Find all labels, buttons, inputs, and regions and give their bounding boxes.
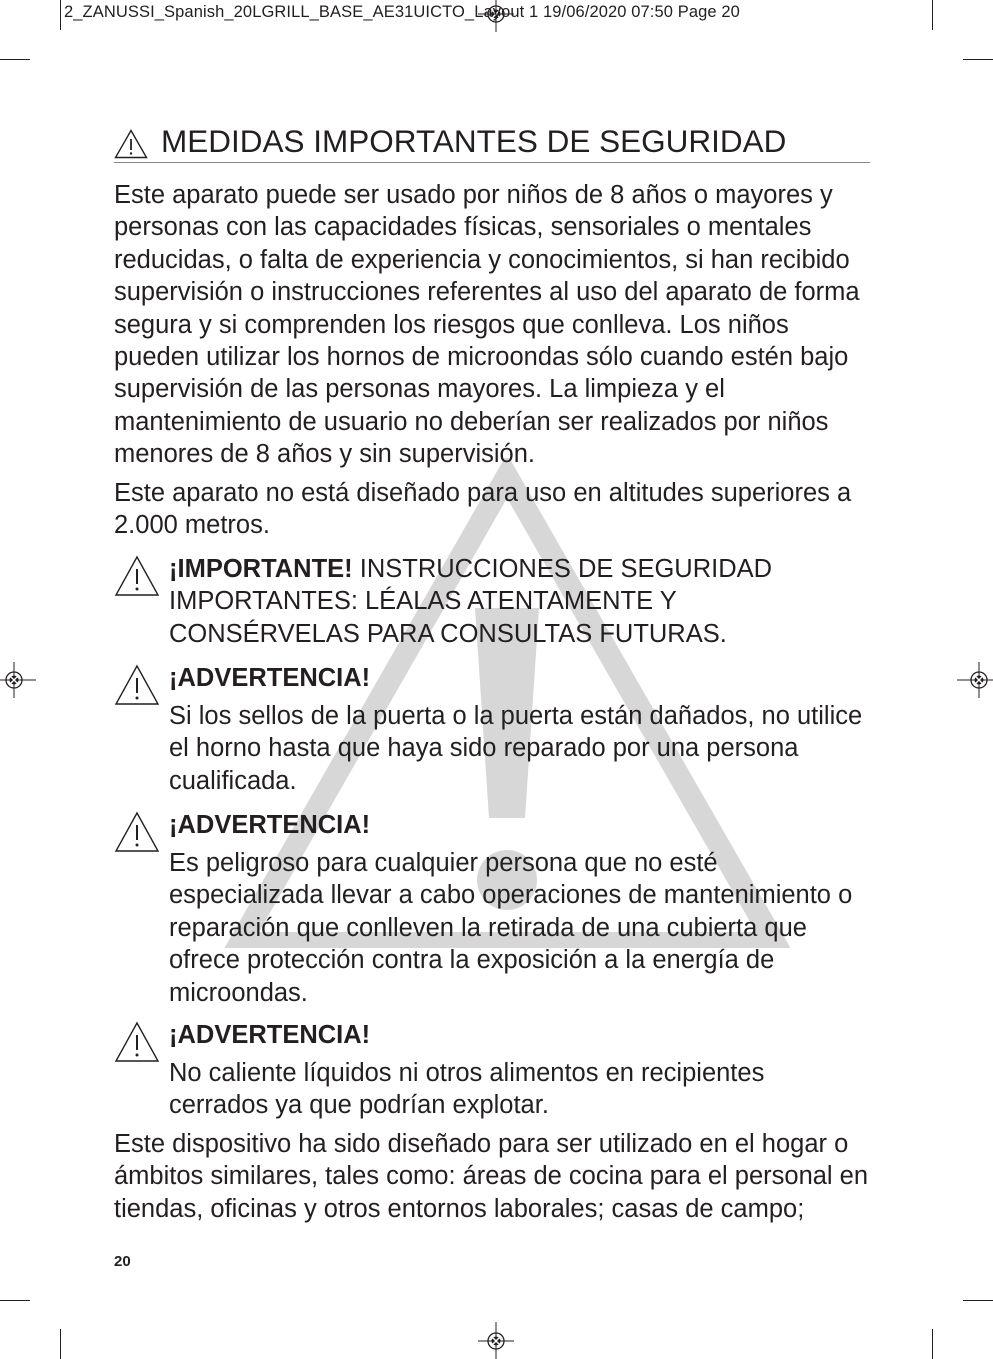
section-header xyxy=(114,122,870,163)
body-paragraph: Este aparato puede ser usado por niños de 8 años o mayores y personas con las capacidades físicas, sensoriales o mentales reducidas, o falta de experiencia y conocimientos, si han recibido supervisión o instrucciones referentes al uso del aparato de forma segura y si comprenden los riesgos que conlleva. Los niños pueden utilizar los hornos de microondas sólo cuando estén bajo supervisión de las personas mayores. La limpieza y el mantenimiento de usuario no deberían ser realizados por niños menores de 8 años y sin supervisión. xyxy=(114,181,860,469)
warning-triangle-icon xyxy=(114,1021,160,1063)
warning-text: Es peligroso para cualquier persona que no esté especializada llevar a cabo operaciones de mantenimiento o reparación que conlleven la retirada de una cubierta que ofrece protección contra la exposición a la energía de microondas. xyxy=(169,849,853,1007)
crop-mark xyxy=(0,59,30,60)
warning-text: Si los sellos de la puerta o la puerta están dañados, no utilice el horno hasta que haya sido reparado por una persona cualificada. xyxy=(169,702,863,795)
registration-mark-icon xyxy=(476,1322,516,1359)
crop-mark xyxy=(60,1329,61,1359)
important-text xyxy=(169,553,869,650)
warning-label: ¡ADVERTENCIA! xyxy=(169,1021,371,1049)
registration-mark-icon xyxy=(0,660,36,700)
crop-mark xyxy=(0,1300,30,1301)
body-paragraph: Este aparato no está diseñado para uso en altitudes superiores a 2.000 metros. xyxy=(114,479,852,540)
body-paragraph: Este dispositivo ha sido diseñado para ser utilizado en el hogar o ámbitos similares, tales como: áreas de cocina para el personal en tiendas, oficinas y otros entornos laborales; casas de campo; xyxy=(114,1130,869,1223)
important-label: ¡IMPORTANTE! xyxy=(169,555,353,583)
registration-mark-icon xyxy=(957,660,993,700)
warning-triangle-icon xyxy=(114,129,148,159)
crop-mark xyxy=(963,1300,993,1301)
crop-mark xyxy=(963,59,993,60)
warning-label: ¡ADVERTENCIA! xyxy=(169,811,371,839)
print-slug: 2_ZANUSSI_Spanish_20LGRILL_BASE_AE31UICTO_Layout 1 19/06/2020 07:50 Page 20 xyxy=(64,3,740,21)
warning-label: ¡ADVERTENCIA! xyxy=(169,664,371,692)
crop-mark xyxy=(932,0,933,30)
page-title: MEDIDAS IMPORTANTES DE SEGURIDAD xyxy=(161,123,787,159)
crop-mark xyxy=(932,1329,933,1359)
page-number: 20 xyxy=(114,1253,131,1270)
warning-triangle-icon xyxy=(114,811,160,853)
important-body: INSTRUCCIONES DE SEGURIDAD IMPORTANTES: LÉALAS ATENTAMENTE Y CONSÉRVELAS PARA CONSULTAS FUTURAS. xyxy=(169,555,773,648)
warning-triangle-icon xyxy=(114,664,160,706)
warning-triangle-icon xyxy=(114,555,160,597)
crop-mark xyxy=(60,0,61,30)
warning-text: No caliente líquidos ni otros alimentos en recipientes cerrados ya que podrían explotar. xyxy=(169,1059,765,1120)
